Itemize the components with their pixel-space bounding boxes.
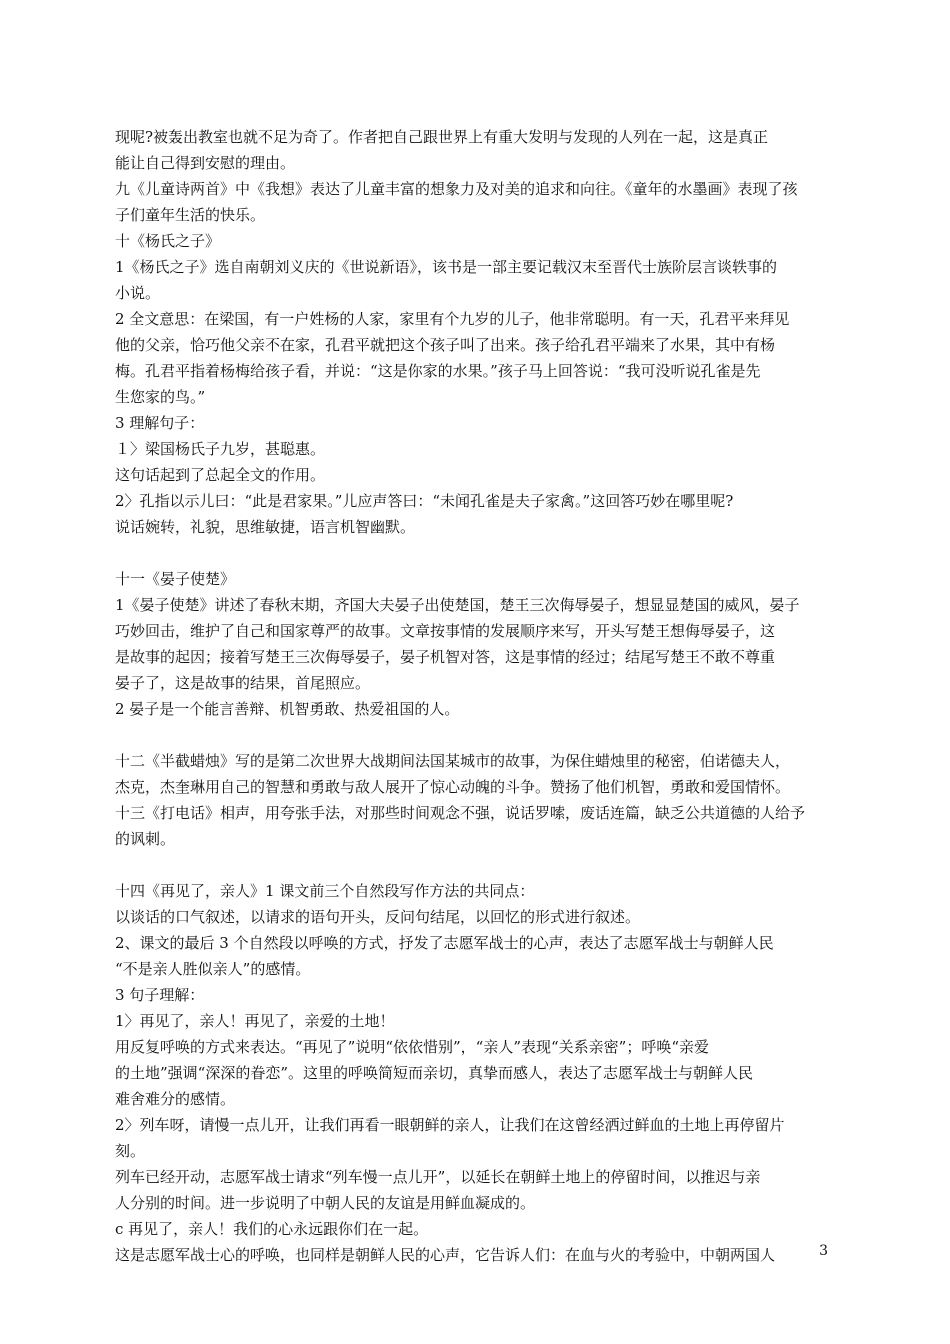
text-line: 十三《打电话》相声，用夸张手法，对那些时间观念不强，说话罗嗦，废话连篇，缺乏公共道德的人给予 bbox=[115, 804, 806, 822]
text-line: 2 全文意思：在梁国，有一户姓杨的人家，家里有个九岁的儿子，他非常聪明。有一天，孔君平来拜见 bbox=[115, 310, 790, 328]
document-body bbox=[115, 124, 835, 1268]
text-line: 3 理解句子： bbox=[115, 414, 205, 432]
text-line: 梅。孔君平指着杨梅给孩子看，并说：“这是你家的水果。”孩子马上回答说：“我可没听说孔雀是先 bbox=[115, 362, 761, 380]
text-line: 1〉再见了，亲人！再见了，亲爱的土地！ bbox=[115, 1012, 395, 1030]
text-line: 小说。 bbox=[115, 284, 161, 302]
text-line: 刻。 bbox=[115, 1142, 146, 1160]
text-line: c 再见了，亲人！我们的心永远跟你们在一起。 bbox=[115, 1220, 429, 1238]
text-line: 的土地”强调“深深的眷恋”。这里的呼唤简短而亲切，真挚而感人，表达了志愿军战士与朝鲜人民 bbox=[115, 1064, 754, 1082]
blank-line bbox=[115, 722, 835, 748]
text-line: 2 晏子是一个能言善辩、机智勇敢、热爱祖国的人。 bbox=[115, 700, 460, 718]
text-line: 以谈话的口气叙述，以请求的语句开头，反问句结尾，以回忆的形式进行叙述。 bbox=[115, 908, 641, 926]
text-line: 子们童年生活的快乐。 bbox=[115, 206, 266, 224]
text-line: 2〉列车呀，请慢一点儿开，让我们再看一眼朝鲜的亲人，让我们在这曾经洒过鲜血的土地上再停留片 bbox=[115, 1116, 785, 1134]
text-line: 这句话起到了总起全文的作用。 bbox=[115, 466, 326, 484]
blank-line bbox=[115, 540, 835, 566]
text-line: 难舍难分的感情。 bbox=[115, 1090, 236, 1108]
text-line: 1《晏子使楚》讲述了春秋末期，齐国大夫晏子出使楚国，楚王三次侮辱晏子，想显显楚国的威风，晏子 bbox=[115, 596, 800, 614]
text-line: 十《杨氏之子》 bbox=[115, 232, 221, 250]
text-line: 说话婉转，礼貌，思维敏捷，语言机智幽默。 bbox=[115, 518, 416, 536]
text-line: 2〉孔指以示儿曰：“此是君家果。”儿应声答曰：“未闻孔雀是夫子家禽。”这回答巧妙在哪里呢? bbox=[115, 492, 734, 510]
text-line: 十一《晏子使楚》 bbox=[115, 570, 236, 588]
text-line: 3 句子理解： bbox=[115, 986, 205, 1004]
text-line: 人分别的时间。进一步说明了中朝人民的友谊是用鲜血凝成的。 bbox=[115, 1194, 536, 1212]
text-line: 生您家的鸟。” bbox=[115, 388, 206, 406]
text-line: 十四《再见了，亲人》1 课文前三个自然段写作方法的共同点： bbox=[115, 882, 535, 900]
text-line: 是故事的起因；接着写楚王三次侮辱晏子，晏子机智对答，这是事情的经过；结尾写楚王不敢不尊重 bbox=[115, 648, 776, 666]
text-line: “不是亲人胜似亲人”的感情。 bbox=[115, 960, 311, 978]
text-line: 这是志愿军战士心的呼唤，也同样是朝鲜人民的心声，它告诉人们：在血与火的考验中，中朝两国人 bbox=[115, 1246, 776, 1264]
text-line: 用反复呼唤的方式来表达。“再见了”说明“依依惜别”，“亲人”表现“关系亲密”；呼唤“亲爱 bbox=[115, 1038, 710, 1056]
text-line: １〉梁国杨氏子九岁，甚聪惠。 bbox=[115, 440, 326, 458]
text-line: 杰克，杰奎琳用自己的智慧和勇敢与敌人展开了惊心动魄的斗争。赞扬了他们机智，勇敢和爱国情怀。 bbox=[115, 778, 791, 796]
page-number: 3 bbox=[819, 1243, 828, 1259]
text-line: 的讽刺。 bbox=[115, 830, 176, 848]
blank-line bbox=[115, 852, 835, 878]
text-line: 1《杨氏之子》选自南朝刘义庆的《世说新语》，该书是一部主要记载汉末至晋代士族阶层言谈轶事的 bbox=[115, 258, 778, 276]
text-line: 晏子了，这是故事的结果，首尾照应。 bbox=[115, 674, 371, 692]
text-line: 能让自己得到安慰的理由。 bbox=[115, 154, 296, 172]
text-line: 现呢?被轰出教室也就不足为奇了。作者把自己跟世界上有重大发明与发现的人列在一起，这是真正 bbox=[115, 128, 769, 146]
text-line: 列车已经开动，志愿军战士请求“列车慢一点儿开”，以延长在朝鲜土地上的停留时间，以推迟与亲 bbox=[115, 1168, 761, 1186]
text-line: 九《儿童诗两首》中《我想》表达了儿童丰富的想象力及对美的追求和向往。《童年的水墨画》表现了孩 bbox=[115, 180, 798, 198]
text-line: 巧妙回击，维护了自己和国家尊严的故事。文章按事情的发展顺序来写，开头写楚王想侮辱晏子，这 bbox=[115, 622, 776, 640]
text-line: 2、课文的最后 3 个自然段以呼唤的方式，抒发了志愿军战士的心声，表达了志愿军战士与朝鲜人民 bbox=[115, 934, 774, 952]
text-line: 十二《半截蜡烛》写的是第二次世界大战期间法国某城市的故事，为保住蜡烛里的秘密，伯诺德夫人， bbox=[115, 752, 791, 770]
text-line: 他的父亲，恰巧他父亲不在家，孔君平就把这个孩子叫了出来。孩子给孔君平端来了水果，其中有杨 bbox=[115, 336, 776, 354]
